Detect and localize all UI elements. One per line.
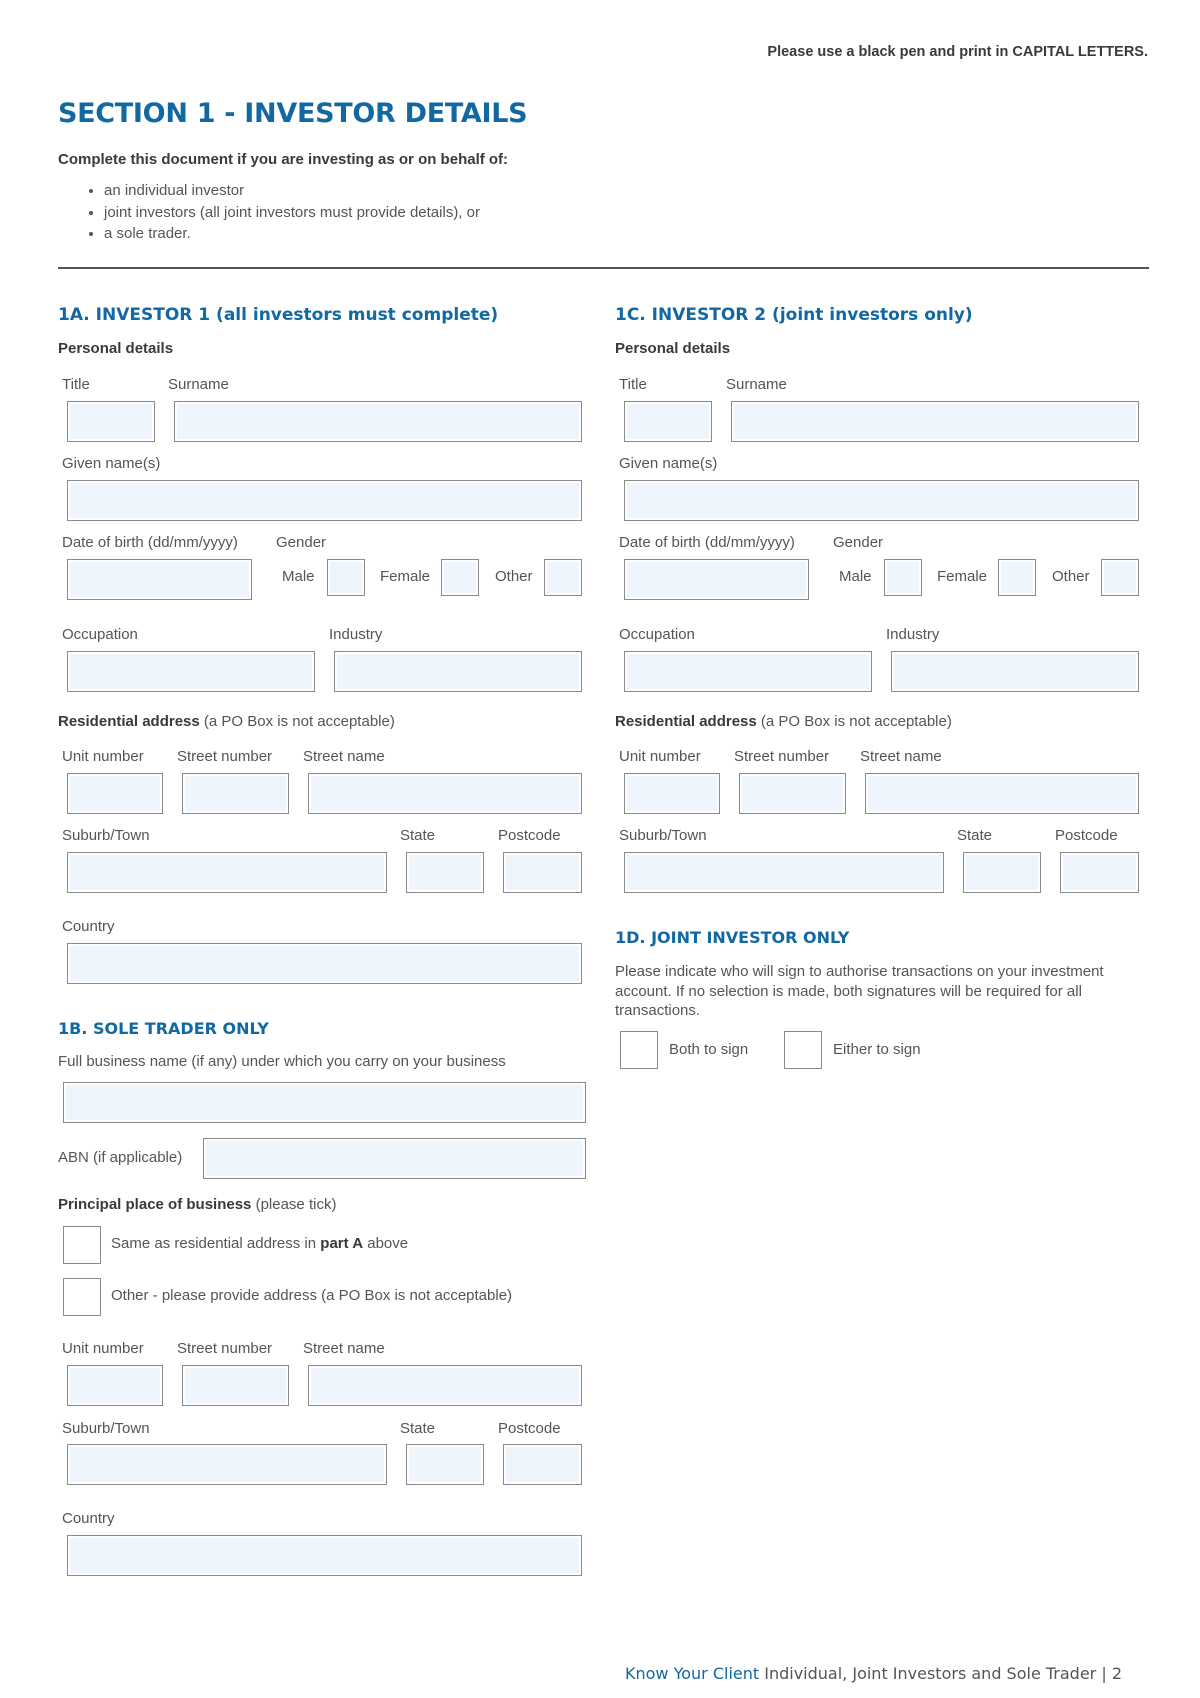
investor1-dob-input[interactable] <box>67 559 252 600</box>
either-to-sign-label: Either to sign <box>833 1041 921 1058</box>
list-item: • a sole trader. <box>104 223 480 245</box>
joint-investor-heading: 1D. JOINT INVESTOR ONLY <box>615 928 850 947</box>
investor1-occupation-label: Occupation <box>62 626 138 643</box>
both-to-sign-checkbox[interactable] <box>620 1031 658 1069</box>
investor1-unit-number-input[interactable] <box>67 773 163 814</box>
investor2-postcode-label: Postcode <box>1055 827 1118 844</box>
business-street-name-label: Street name <box>303 1340 385 1357</box>
section-title: SECTION 1 - INVESTOR DETAILS <box>58 98 528 129</box>
business-street-number-input[interactable] <box>182 1365 289 1406</box>
business-state-input[interactable] <box>406 1444 484 1485</box>
investor1-given-names-input[interactable] <box>67 480 582 521</box>
investor2-unit-number-input[interactable] <box>624 773 720 814</box>
investor1-female-box[interactable] <box>441 559 479 596</box>
investor2-postcode-input[interactable] <box>1060 852 1139 893</box>
business-street-name-input[interactable] <box>308 1365 582 1406</box>
other-address-checkbox[interactable] <box>63 1278 101 1316</box>
investor1-suburb-input[interactable] <box>67 852 387 893</box>
page-footer <box>625 1664 1122 1683</box>
investor2-given-names-input[interactable] <box>624 480 1139 521</box>
section-intro: Complete this document if you are investing as or on behalf of: <box>58 151 509 168</box>
investor2-street-name-label: Street name <box>860 748 942 765</box>
investor2-personal-details-label: Personal details <box>615 340 731 357</box>
both-to-sign-label: Both to sign <box>669 1041 749 1058</box>
investor1-dob-label: Date of birth (dd/mm/yyyy) <box>62 534 238 551</box>
business-unit-number-input[interactable] <box>67 1365 163 1406</box>
investor1-personal-details-label: Personal details <box>58 340 174 357</box>
instruction-text: Please use a black pen and print in CAPITAL LETTERS. <box>767 44 1148 60</box>
investor2-heading: 1C. INVESTOR 2 (joint investors only) <box>615 305 973 325</box>
footer-brand: Know Your Client <box>625 1664 760 1683</box>
abn-input[interactable] <box>203 1138 586 1179</box>
residential-address-title: Residential address <box>615 713 757 730</box>
part-a-emphasis: part A <box>320 1235 364 1252</box>
investor1-other-box[interactable] <box>544 559 582 596</box>
investor2-occupation-input[interactable] <box>624 651 872 692</box>
po-box-note: (a PO Box is not acceptable) <box>203 713 395 730</box>
business-postcode-label: Postcode <box>498 1420 561 1437</box>
investor1-male-label: Male <box>282 568 315 585</box>
business-country-label: Country <box>62 1510 115 1527</box>
business-name-input[interactable] <box>63 1082 586 1123</box>
business-unit-number-label: Unit number <box>62 1340 144 1357</box>
investor2-suburb-input[interactable] <box>624 852 944 893</box>
investor1-gender-label: Gender <box>276 534 327 551</box>
either-to-sign-checkbox[interactable] <box>784 1031 822 1069</box>
investor1-given-names-label: Given name(s) <box>62 455 161 472</box>
investor2-industry-label: Industry <box>886 626 940 643</box>
investor1-title-label: Title <box>62 376 90 393</box>
investor1-country-label: Country <box>62 918 115 935</box>
investor2-occupation-label: Occupation <box>619 626 695 643</box>
investor2-female-box[interactable] <box>998 559 1036 596</box>
investor2-other-box[interactable] <box>1101 559 1139 596</box>
investor2-street-number-input[interactable] <box>739 773 846 814</box>
investor1-postcode-label: Postcode <box>498 827 561 844</box>
business-postcode-input[interactable] <box>503 1444 582 1485</box>
investor1-industry-label: Industry <box>329 626 383 643</box>
investor1-street-name-label: Street name <box>303 748 385 765</box>
investor2-male-label: Male <box>839 568 872 585</box>
list-item: • joint investors (all joint investors must provide details), or <box>104 202 480 224</box>
business-state-label: State <box>400 1420 436 1437</box>
investor2-unit-number-label: Unit number <box>619 748 701 765</box>
investor1-occupation-input[interactable] <box>67 651 315 692</box>
investor1-surname-label: Surname <box>168 376 229 393</box>
investor1-surname-input[interactable] <box>174 401 582 442</box>
investor2-title-label: Title <box>619 376 647 393</box>
investor1-industry-input[interactable] <box>334 651 582 692</box>
investor2-suburb-label: Suburb/Town <box>619 827 707 844</box>
investor2-industry-input[interactable] <box>891 651 1139 692</box>
business-street-number-label: Street number <box>177 1340 273 1357</box>
joint-investor-instructions: Please indicate who will sign to authorise transactions on your investment account. If no selection is made, both signatures will be required for all transactions. <box>615 963 1104 1019</box>
abn-label: ABN (if applicable) <box>58 1149 183 1166</box>
investor1-suburb-label: Suburb/Town <box>62 827 150 844</box>
investor1-title-input[interactable] <box>67 401 155 442</box>
investor2-street-name-input[interactable] <box>865 773 1139 814</box>
investor1-unit-number-label: Unit number <box>62 748 144 765</box>
investor2-male-box[interactable] <box>884 559 922 596</box>
investor2-title-input[interactable] <box>624 401 712 442</box>
investor2-female-label: Female <box>937 568 988 585</box>
principal-place-label <box>58 1196 336 1213</box>
same-address-checkbox[interactable] <box>63 1226 101 1264</box>
investor2-given-names-label: Given name(s) <box>619 455 718 472</box>
investor2-dob-input[interactable] <box>624 559 809 600</box>
investor1-heading: 1A. INVESTOR 1 (all investors must complete) <box>58 305 499 325</box>
sole-trader-heading: 1B. SOLE TRADER ONLY <box>58 1019 269 1038</box>
same-address-suffix: above <box>367 1235 409 1252</box>
investor1-street-number-input[interactable] <box>182 773 289 814</box>
business-suburb-input[interactable] <box>67 1444 387 1485</box>
same-address-prefix: Same as residential address in <box>111 1235 317 1252</box>
investor1-female-label: Female <box>380 568 431 585</box>
business-country-input[interactable] <box>67 1535 582 1576</box>
same-address-option-label <box>111 1235 408 1252</box>
investor2-residential-address-label <box>615 713 952 730</box>
investor2-surname-label: Surname <box>726 376 787 393</box>
residential-address-title: Residential address <box>58 713 200 730</box>
investor1-street-name-input[interactable] <box>308 773 582 814</box>
investor2-surname-input[interactable] <box>731 401 1139 442</box>
please-tick-note: (please tick) <box>255 1196 337 1213</box>
section-divider <box>58 267 1149 269</box>
investor1-state-input[interactable] <box>406 852 484 893</box>
investor-type-list <box>58 180 480 245</box>
business-name-label: Full business name (if any) under which you carry on your business <box>58 1053 506 1070</box>
investor1-other-label: Other <box>495 568 533 585</box>
investor1-street-number-label: Street number <box>177 748 273 765</box>
investor1-postcode-input[interactable] <box>503 852 582 893</box>
investor2-street-number-label: Street number <box>734 748 830 765</box>
footer-text: Individual, Joint Investors and Sole Trader | 2 <box>764 1664 1122 1683</box>
other-address-option-label: Other - please provide address (a PO Box is not acceptable) <box>111 1287 513 1304</box>
investor1-country-input[interactable] <box>67 943 582 984</box>
investor1-residential-address-label <box>58 713 395 730</box>
list-item: • an individual investor <box>104 180 480 202</box>
investor2-gender-label: Gender <box>833 534 884 551</box>
investor2-dob-label: Date of birth (dd/mm/yyyy) <box>619 534 795 551</box>
po-box-note: (a PO Box is not acceptable) <box>760 713 952 730</box>
investor2-state-label: State <box>957 827 993 844</box>
investor2-other-label: Other <box>1052 568 1090 585</box>
business-suburb-label: Suburb/Town <box>62 1420 150 1437</box>
investor2-state-input[interactable] <box>963 852 1041 893</box>
investor1-male-box[interactable] <box>327 559 365 596</box>
principal-place-title: Principal place of business <box>58 1196 252 1213</box>
investor1-state-label: State <box>400 827 436 844</box>
